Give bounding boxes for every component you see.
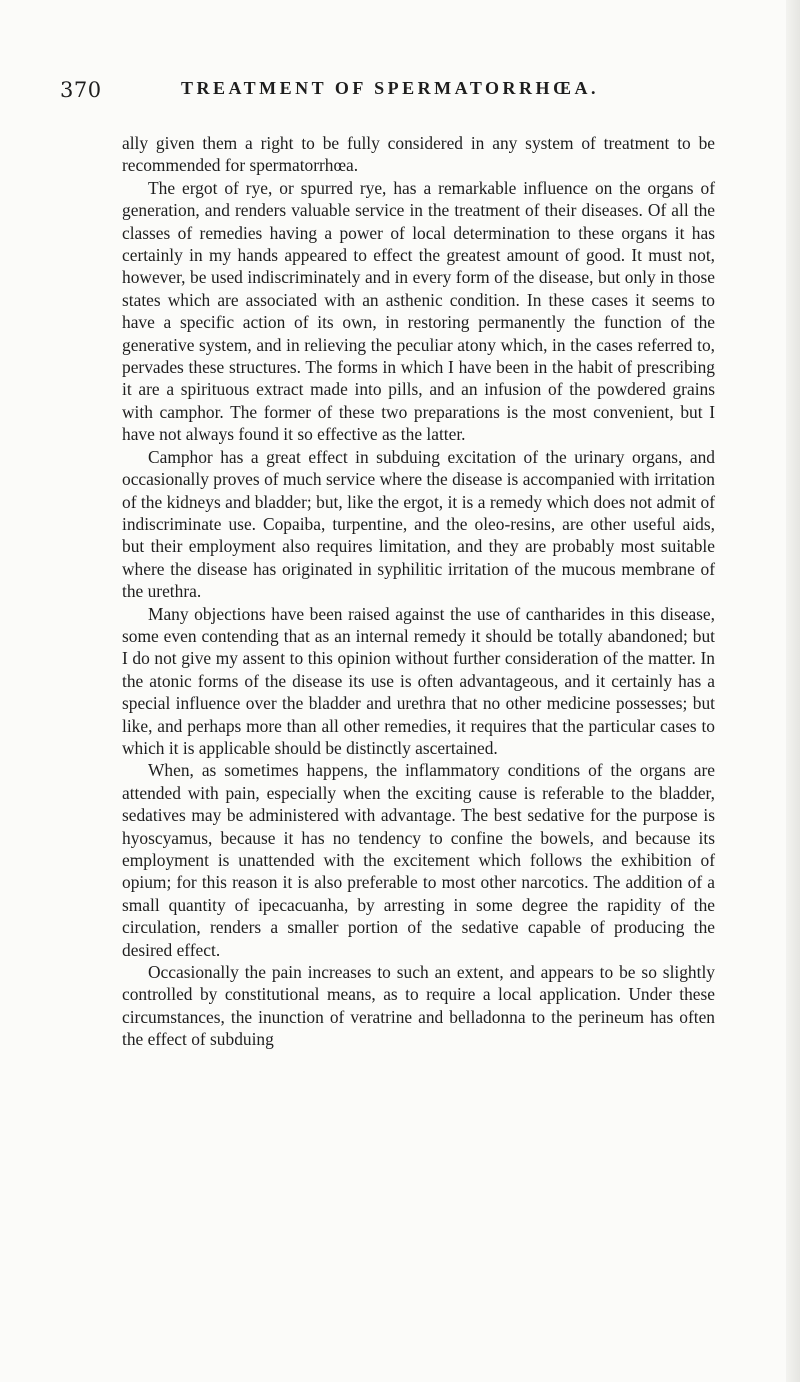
page-number: 370 <box>60 78 102 102</box>
paragraph-continuation: ally given them a right to be fully considered in any system of treatment to be recommended for spermatorrhœa. <box>122 133 715 176</box>
page-header <box>60 78 720 108</box>
paragraph-cantharides: Many objections have been raised against the use of cantharides in this disease, some even contending that as an internal remedy it should be totally abandoned; but I do not give my assent to this opinion without further consideration of the matter. In the atonic forms of the disease its use is often advantageous, and it certainly has a special influence over the bladder and urethra that no other medicine possesses; but like, and perhaps more than all other remedies, it requires that the particular cases to which it is applicable should be distinctly ascertained. <box>122 603 715 758</box>
paragraph-ergot: The ergot of rye, or spurred rye, has a remarkable influence on the organs of generation, and renders valuable service in the treatment of their diseases. Of all the classes of remedies having a power of local determination to these organs it has certainly in my hands appeared to effect the greatest amount of good. It must not, however, be used indiscriminately and in every form of the disease, but only in those states which are associated with an asthenic condition. In these cases it seems to have a specific action of its own, in restoring permanently the function of the generative system, and in relieving the peculiar atony which, in the cases referred to, pervades these structures. The forms in which I have been in the habit of prescribing it are a spirituous extract made into pills, and an infusion of the powdered grains with camphor. The former of these two preparations is the most convenient, but I have not always found it so effective as the latter. <box>122 177 715 445</box>
running-head: TREATMENT OF SPERMATORRHŒA. <box>180 78 600 98</box>
body-text <box>122 132 715 1051</box>
page-edge-shadow <box>786 0 800 1382</box>
paragraph-local-application: Occasionally the pain increases to such an extent, and appears to be so slightly controlled by constitutional means, as to require a local application. Under these circumstances, the inunction of veratrine and belladonna to the perineum has often the effect of subduing <box>122 962 715 1050</box>
paragraph-sedatives: When, as sometimes happens, the inflammatory conditions of the organs are attended with pain, especially when the exciting cause is referable to the bladder, sedatives may be administered with advantage. The best sedative for the purpose is hyoscyamus, because it has no tendency to confine the bowels, and because its employment is unattended with the excitement which follows the exhibition of opium; for this reason it is also preferable to most other narcotics. The addition of a small quantity of ipecacuanha, by arresting in some degree the rapidity of the circulation, renders a smaller portion of the sedative capable of producing the desired effect. <box>122 760 715 960</box>
paragraph-camphor: Camphor has a great effect in subduing excitation of the urinary organs, and occasionally proves of much service where the disease is accompanied with irritation of the kidneys and bladder; but, like the ergot, it is a remedy which does not admit of indiscriminate use. Copaiba, turpentine, and the oleo-resins, are other useful aids, but their employment also requires limitation, and they are probably most suitable where the disease has originated in syphilitic irritation of the mucous membrane of the urethra. <box>122 446 715 602</box>
